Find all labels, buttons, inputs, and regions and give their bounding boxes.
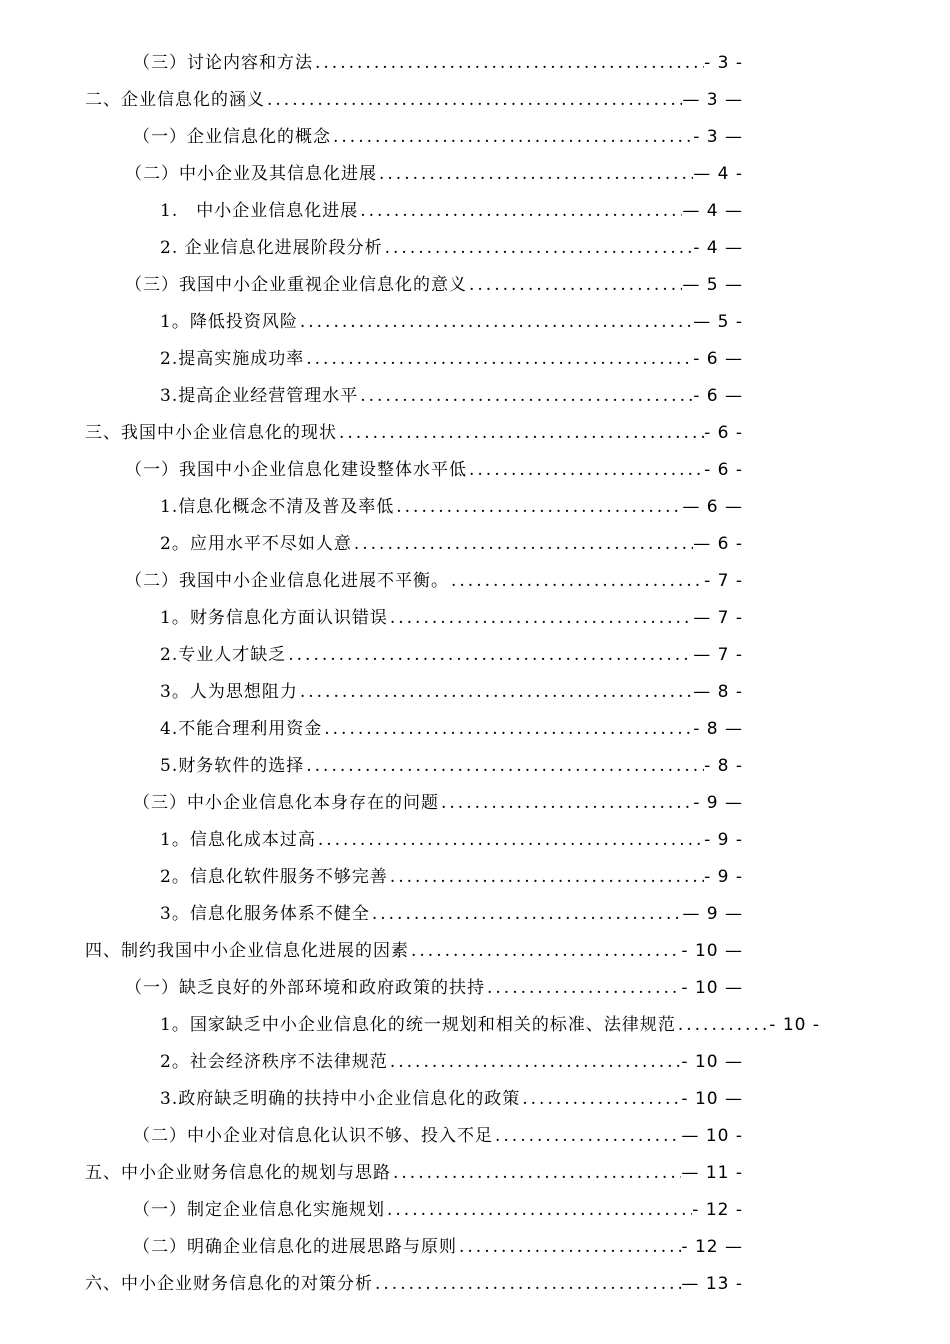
toc-entry-title: 3。信息化服务体系不健全 [160, 904, 370, 924]
toc-dot-leader [383, 230, 694, 267]
toc-page-number: - 9 — [693, 793, 743, 813]
toc-entry[interactable] [0, 1155, 950, 1192]
toc-entry[interactable] [0, 526, 950, 563]
table-of-contents [0, 45, 950, 1303]
toc-entry-title: 2.专业人才缺乏 [160, 645, 287, 665]
toc-entry-title: 2。应用水平不尽如人意 [160, 534, 352, 554]
toc-dot-leader [316, 822, 704, 859]
toc-dot-leader [467, 267, 682, 304]
toc-dot-leader [388, 1044, 682, 1081]
toc-entry-title: 二、企业信息化的涵义 [85, 90, 265, 110]
toc-page-number: - 10 — [681, 1089, 743, 1109]
toc-dot-leader [337, 415, 704, 452]
toc-entry-title: 2.提高实施成功率 [160, 349, 305, 369]
toc-dot-leader [388, 859, 704, 896]
toc-dot-leader [449, 563, 704, 600]
toc-entry[interactable] [0, 1007, 950, 1044]
toc-entry-title: （三）讨论内容和方法 [133, 53, 313, 73]
toc-entry-title: 2. 企业信息化进展阶段分析 [160, 238, 383, 258]
toc-page-number: - 6 - [704, 460, 743, 480]
toc-entry-title: （二）明确企业信息化的进展思路与原则 [133, 1237, 457, 1257]
toc-entry[interactable] [0, 82, 950, 119]
toc-page-number: - 4 — [693, 238, 743, 258]
toc-entry[interactable] [0, 378, 950, 415]
toc-dot-leader [377, 156, 693, 193]
toc-entry-title: 5.财务软件的选择 [160, 756, 305, 776]
toc-dot-leader [286, 637, 693, 674]
toc-entry[interactable] [0, 304, 950, 341]
toc-dot-leader [385, 1192, 692, 1229]
toc-dot-leader [485, 970, 681, 1007]
toc-entry-title: 2。社会经济秩序不法律规范 [160, 1052, 388, 1072]
toc-entry[interactable] [0, 933, 950, 970]
toc-entry[interactable] [0, 711, 950, 748]
toc-dot-leader [394, 489, 682, 526]
toc-dot-leader [457, 1229, 681, 1266]
toc-entry-title: 1。降低投资风险 [160, 312, 298, 332]
toc-dot-leader [439, 785, 693, 822]
toc-entry-title: 1.信息化概念不清及普及率低 [160, 497, 395, 517]
toc-dot-leader [358, 378, 693, 415]
toc-entry-title: 1. 中小企业信息化进展 [160, 201, 359, 221]
toc-entry[interactable] [0, 785, 950, 822]
toc-dot-leader [409, 933, 681, 970]
toc-dot-leader [304, 341, 693, 378]
toc-entry-title: （三）中小企业信息化本身存在的问题 [133, 793, 439, 813]
toc-page-number: — 7 - [693, 608, 743, 628]
toc-entry[interactable] [0, 1081, 950, 1118]
toc-entry-title: 1。国家缺乏中小企业信息化的统一规划和相关的标准、法律规范 [160, 1015, 676, 1035]
toc-dot-leader [298, 674, 693, 711]
toc-entry-title: （二）中小企业及其信息化进展 [125, 164, 377, 184]
toc-page-number: - 6 — [693, 386, 743, 406]
toc-entry-title: （三）我国中小企业重视企业信息化的意义 [125, 275, 467, 295]
toc-entry[interactable] [0, 822, 950, 859]
toc-page-number: — 4 — [682, 201, 743, 221]
toc-page-number: — 3 — [682, 90, 743, 110]
toc-entry[interactable] [0, 637, 950, 674]
toc-entry[interactable] [0, 119, 950, 156]
toc-entry-title: （二）我国中小企业信息化进展不平衡。 [125, 571, 449, 591]
toc-entry-title: 三、我国中小企业信息化的现状 [85, 423, 337, 443]
toc-entry[interactable] [0, 341, 950, 378]
toc-dot-leader [313, 45, 704, 82]
toc-dot-leader [520, 1081, 681, 1118]
toc-page-number: - 12 — [681, 1237, 743, 1257]
toc-page-number: — 6 - [693, 534, 743, 554]
toc-dot-leader [352, 526, 693, 563]
toc-entry-title: （二）中小企业对信息化认识不够、投入不足 [133, 1126, 493, 1146]
toc-dot-leader [265, 82, 682, 119]
toc-entry-title: （一）缺乏良好的外部环境和政府政策的扶持 [125, 978, 485, 998]
toc-entry[interactable] [0, 45, 950, 82]
toc-entry[interactable] [0, 267, 950, 304]
toc-page-number: — 4 - [693, 164, 743, 184]
toc-entry[interactable] [0, 970, 950, 1007]
toc-page-number: - 7 - [704, 571, 743, 591]
toc-page-number: - 6 — [693, 349, 743, 369]
toc-page-number: - 10 - [769, 1015, 820, 1035]
toc-dot-leader [373, 1266, 681, 1303]
toc-entry[interactable] [0, 1044, 950, 1081]
toc-page-number: — 7 - [693, 645, 743, 665]
toc-dot-leader [391, 1155, 681, 1192]
toc-entry[interactable] [0, 452, 950, 489]
toc-entry-title: （一）企业信息化的概念 [133, 127, 331, 147]
toc-entry[interactable] [0, 896, 950, 933]
toc-entry-title: 六、中小企业财务信息化的对策分析 [85, 1274, 373, 1294]
toc-entry[interactable] [0, 600, 950, 637]
toc-dot-leader [298, 304, 693, 341]
toc-page-number: - 3 — [693, 127, 743, 147]
toc-dot-leader [467, 452, 704, 489]
toc-page-number: - 8 — [693, 719, 743, 739]
toc-entry-title: 1。财务信息化方面认识错误 [160, 608, 388, 628]
toc-entry[interactable] [0, 563, 950, 600]
toc-dot-leader [388, 600, 693, 637]
toc-entry[interactable] [0, 230, 950, 267]
toc-dot-leader [370, 896, 683, 933]
toc-entry-title: 2。信息化软件服务不够完善 [160, 867, 388, 887]
toc-entry-title: 3.提高企业经营管理水平 [160, 386, 359, 406]
toc-page-number: — 5 - [693, 312, 743, 332]
toc-page-number: - 6 - [704, 423, 743, 443]
toc-entry-title: 3.政府缺乏明确的扶持中小企业信息化的政策 [160, 1089, 521, 1109]
toc-page-number: — 8 - [693, 682, 743, 702]
toc-page-number: — 9 — [682, 904, 743, 924]
toc-dot-leader [358, 193, 682, 230]
toc-page-number: - 8 - [704, 756, 743, 776]
toc-entry[interactable] [0, 193, 950, 230]
toc-entry[interactable] [0, 1266, 950, 1303]
toc-entry-title: 3。人为思想阻力 [160, 682, 298, 702]
toc-page-number: — 5 — [682, 275, 743, 295]
toc-page-number: - 10 — [681, 978, 743, 998]
toc-page-number: - 9 - [704, 830, 743, 850]
toc-dot-leader [331, 119, 693, 156]
toc-entry[interactable] [0, 489, 950, 526]
toc-entry[interactable] [0, 1229, 950, 1266]
toc-entry-title: （一）我国中小企业信息化建设整体水平低 [125, 460, 467, 480]
toc-entry-title: 四、制约我国中小企业信息化进展的因素 [85, 941, 409, 961]
toc-entry-title: （一）制定企业信息化实施规划 [133, 1200, 385, 1220]
toc-entry[interactable] [0, 1192, 950, 1229]
toc-dot-leader [304, 748, 704, 785]
toc-entry[interactable] [0, 1118, 950, 1155]
toc-page-number: - 9 - [704, 867, 743, 887]
toc-dot-leader [322, 711, 693, 748]
toc-entry[interactable] [0, 748, 950, 785]
toc-page-number: — 11 - [681, 1163, 743, 1183]
toc-dot-leader [493, 1118, 681, 1155]
toc-page-number: - 3 - [704, 53, 743, 73]
toc-entry-title: 五、中小企业财务信息化的规划与思路 [85, 1163, 391, 1183]
toc-entry[interactable] [0, 674, 950, 711]
toc-page-number: - 10 — [681, 1052, 743, 1072]
toc-entry-title: 4.不能合理利用资金 [160, 719, 323, 739]
toc-dot-leader [676, 1007, 769, 1044]
toc-entry-title: 1。信息化成本过高 [160, 830, 316, 850]
toc-page-number: - 12 - [692, 1200, 743, 1220]
toc-page-number: — 13 - [681, 1274, 743, 1294]
toc-page-number: — 6 — [682, 497, 743, 517]
toc-page-number: - 10 — [681, 941, 743, 961]
toc-entry[interactable] [0, 859, 950, 896]
toc-entry[interactable] [0, 156, 950, 193]
toc-entry[interactable] [0, 415, 950, 452]
toc-page-number: — 10 - [681, 1126, 743, 1146]
